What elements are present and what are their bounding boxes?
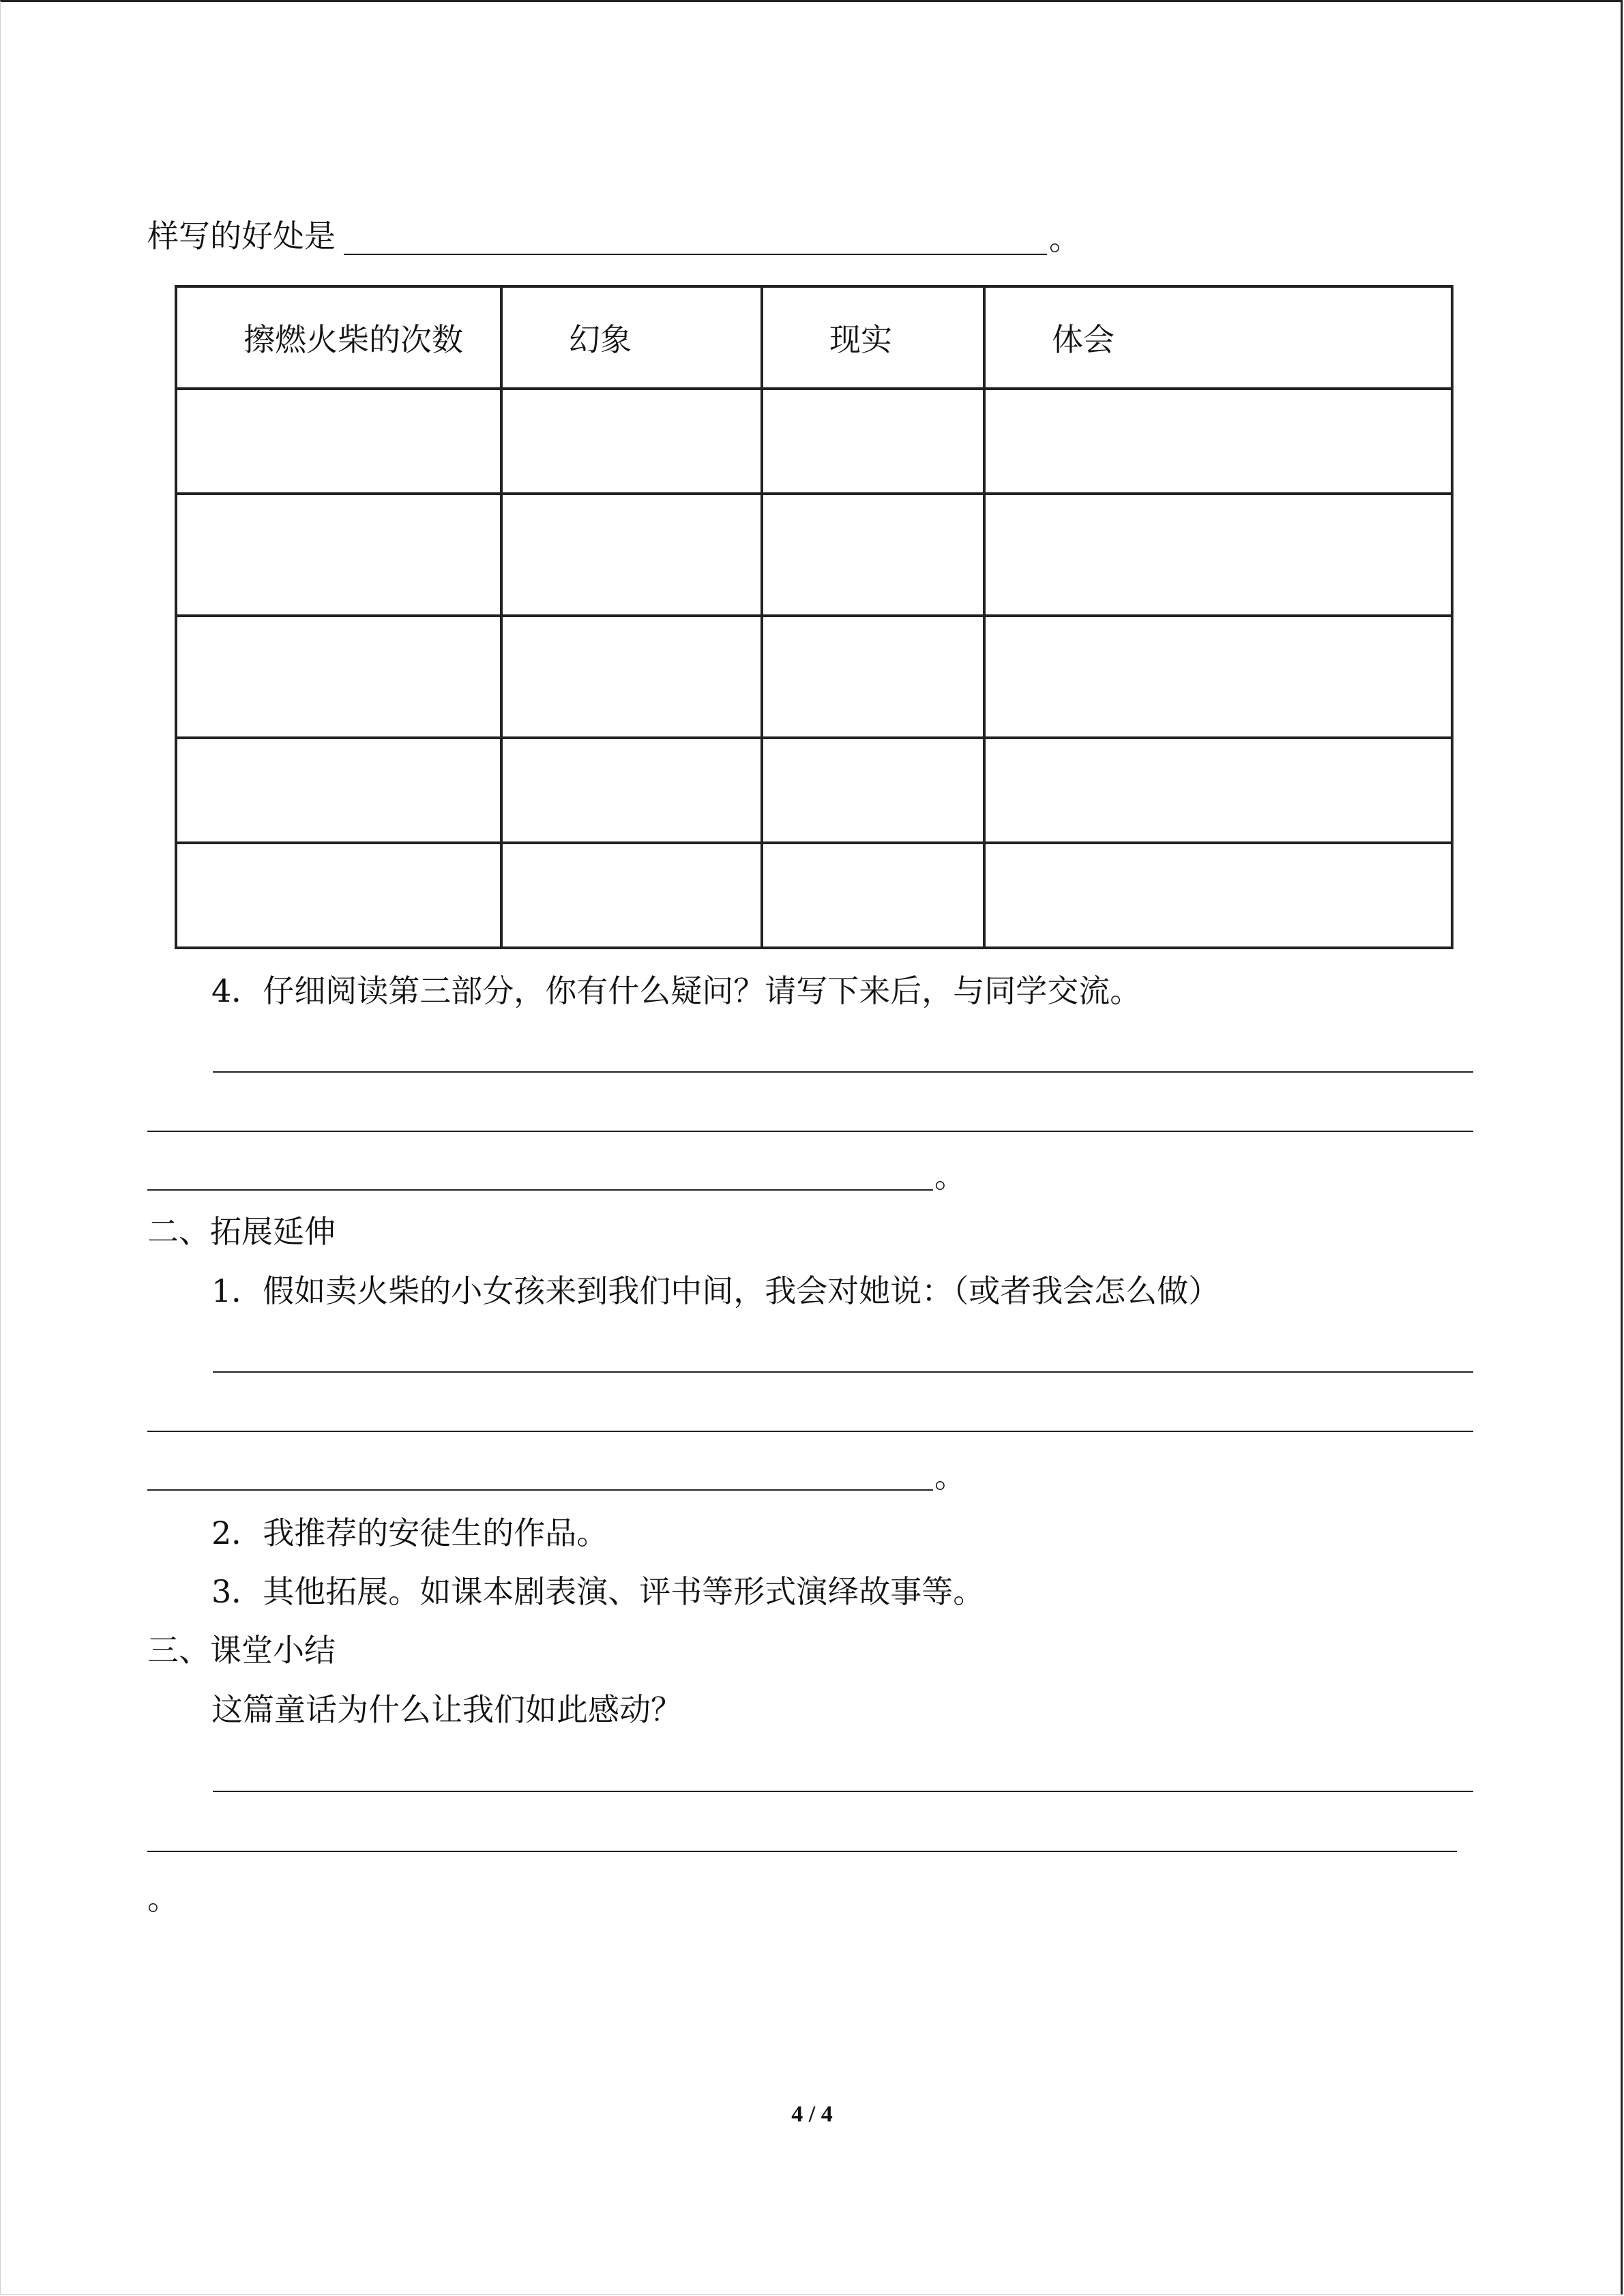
table-cell[interactable] bbox=[984, 494, 1452, 616]
table-row bbox=[176, 843, 1452, 948]
period: 。 bbox=[147, 1880, 179, 1917]
answer-line[interactable] bbox=[213, 1371, 1473, 1373]
table-cell[interactable] bbox=[176, 616, 501, 738]
table-cell[interactable] bbox=[501, 494, 762, 616]
table-header-cell: 幻象 bbox=[501, 286, 762, 389]
section-3-question: 这篇童话为什么让我们如此感动？ bbox=[211, 1691, 682, 1728]
table-header-cell: 现实 bbox=[762, 286, 984, 389]
table-header-row bbox=[176, 286, 1452, 389]
table-cell[interactable] bbox=[762, 389, 984, 494]
answer-table bbox=[175, 285, 1453, 949]
period: 。 bbox=[934, 1158, 966, 1195]
table-row bbox=[176, 494, 1452, 616]
table-cell[interactable] bbox=[501, 843, 762, 948]
section-2-heading: 二、拓展延伸 bbox=[147, 1213, 336, 1250]
question-4: 4．仔细阅读第三部分，你有什么疑问？请写下来后，与同学交流。 bbox=[211, 972, 1142, 1009]
period: 。 bbox=[1049, 220, 1080, 257]
answer-line[interactable] bbox=[147, 1851, 1457, 1852]
table-cell[interactable] bbox=[501, 738, 762, 843]
section-2-item-1: 1．假如卖火柴的小女孩来到我们中间，我会对她说：（或者我会怎么做） bbox=[211, 1272, 1220, 1309]
table-cell[interactable] bbox=[501, 389, 762, 494]
period: 。 bbox=[934, 1458, 966, 1495]
table-cell[interactable] bbox=[762, 738, 984, 843]
table-cell[interactable] bbox=[762, 843, 984, 948]
answer-line[interactable] bbox=[147, 1431, 1473, 1432]
table-cell[interactable] bbox=[984, 389, 1452, 494]
table-cell[interactable] bbox=[176, 494, 501, 616]
table-cell[interactable] bbox=[984, 616, 1452, 738]
answer-line[interactable] bbox=[344, 254, 1047, 255]
table-cell[interactable] bbox=[984, 843, 1452, 948]
table-cell[interactable] bbox=[176, 843, 501, 948]
table-cell[interactable] bbox=[176, 389, 501, 494]
section-2-item-3: 3．其他拓展。如课本剧表演、评书等形式演绎故事等。 bbox=[211, 1573, 985, 1610]
answer-line[interactable] bbox=[147, 1489, 933, 1491]
answer-line[interactable] bbox=[213, 1791, 1473, 1792]
table-cell[interactable] bbox=[501, 616, 762, 738]
table-cell[interactable] bbox=[176, 738, 501, 843]
table-row bbox=[176, 616, 1452, 738]
section-3-heading: 三、课堂小结 bbox=[147, 1632, 336, 1669]
table-cell[interactable] bbox=[762, 494, 984, 616]
intro-label: 样写的好处是 bbox=[147, 218, 336, 254]
section-2-item-2: 2．我推荐的安徒生的作品。 bbox=[211, 1515, 608, 1551]
answer-line[interactable] bbox=[147, 1189, 933, 1191]
table-row bbox=[176, 389, 1452, 494]
answer-line[interactable] bbox=[213, 1071, 1473, 1073]
table-header-cell: 擦燃火柴的次数 bbox=[176, 286, 501, 389]
table-cell[interactable] bbox=[762, 616, 984, 738]
table-row bbox=[176, 738, 1452, 843]
answer-line[interactable] bbox=[147, 1131, 1473, 1132]
table-header-cell: 体会 bbox=[984, 286, 1452, 389]
table-cell[interactable] bbox=[984, 738, 1452, 843]
page-number: 4 / 4 bbox=[791, 2102, 833, 2127]
